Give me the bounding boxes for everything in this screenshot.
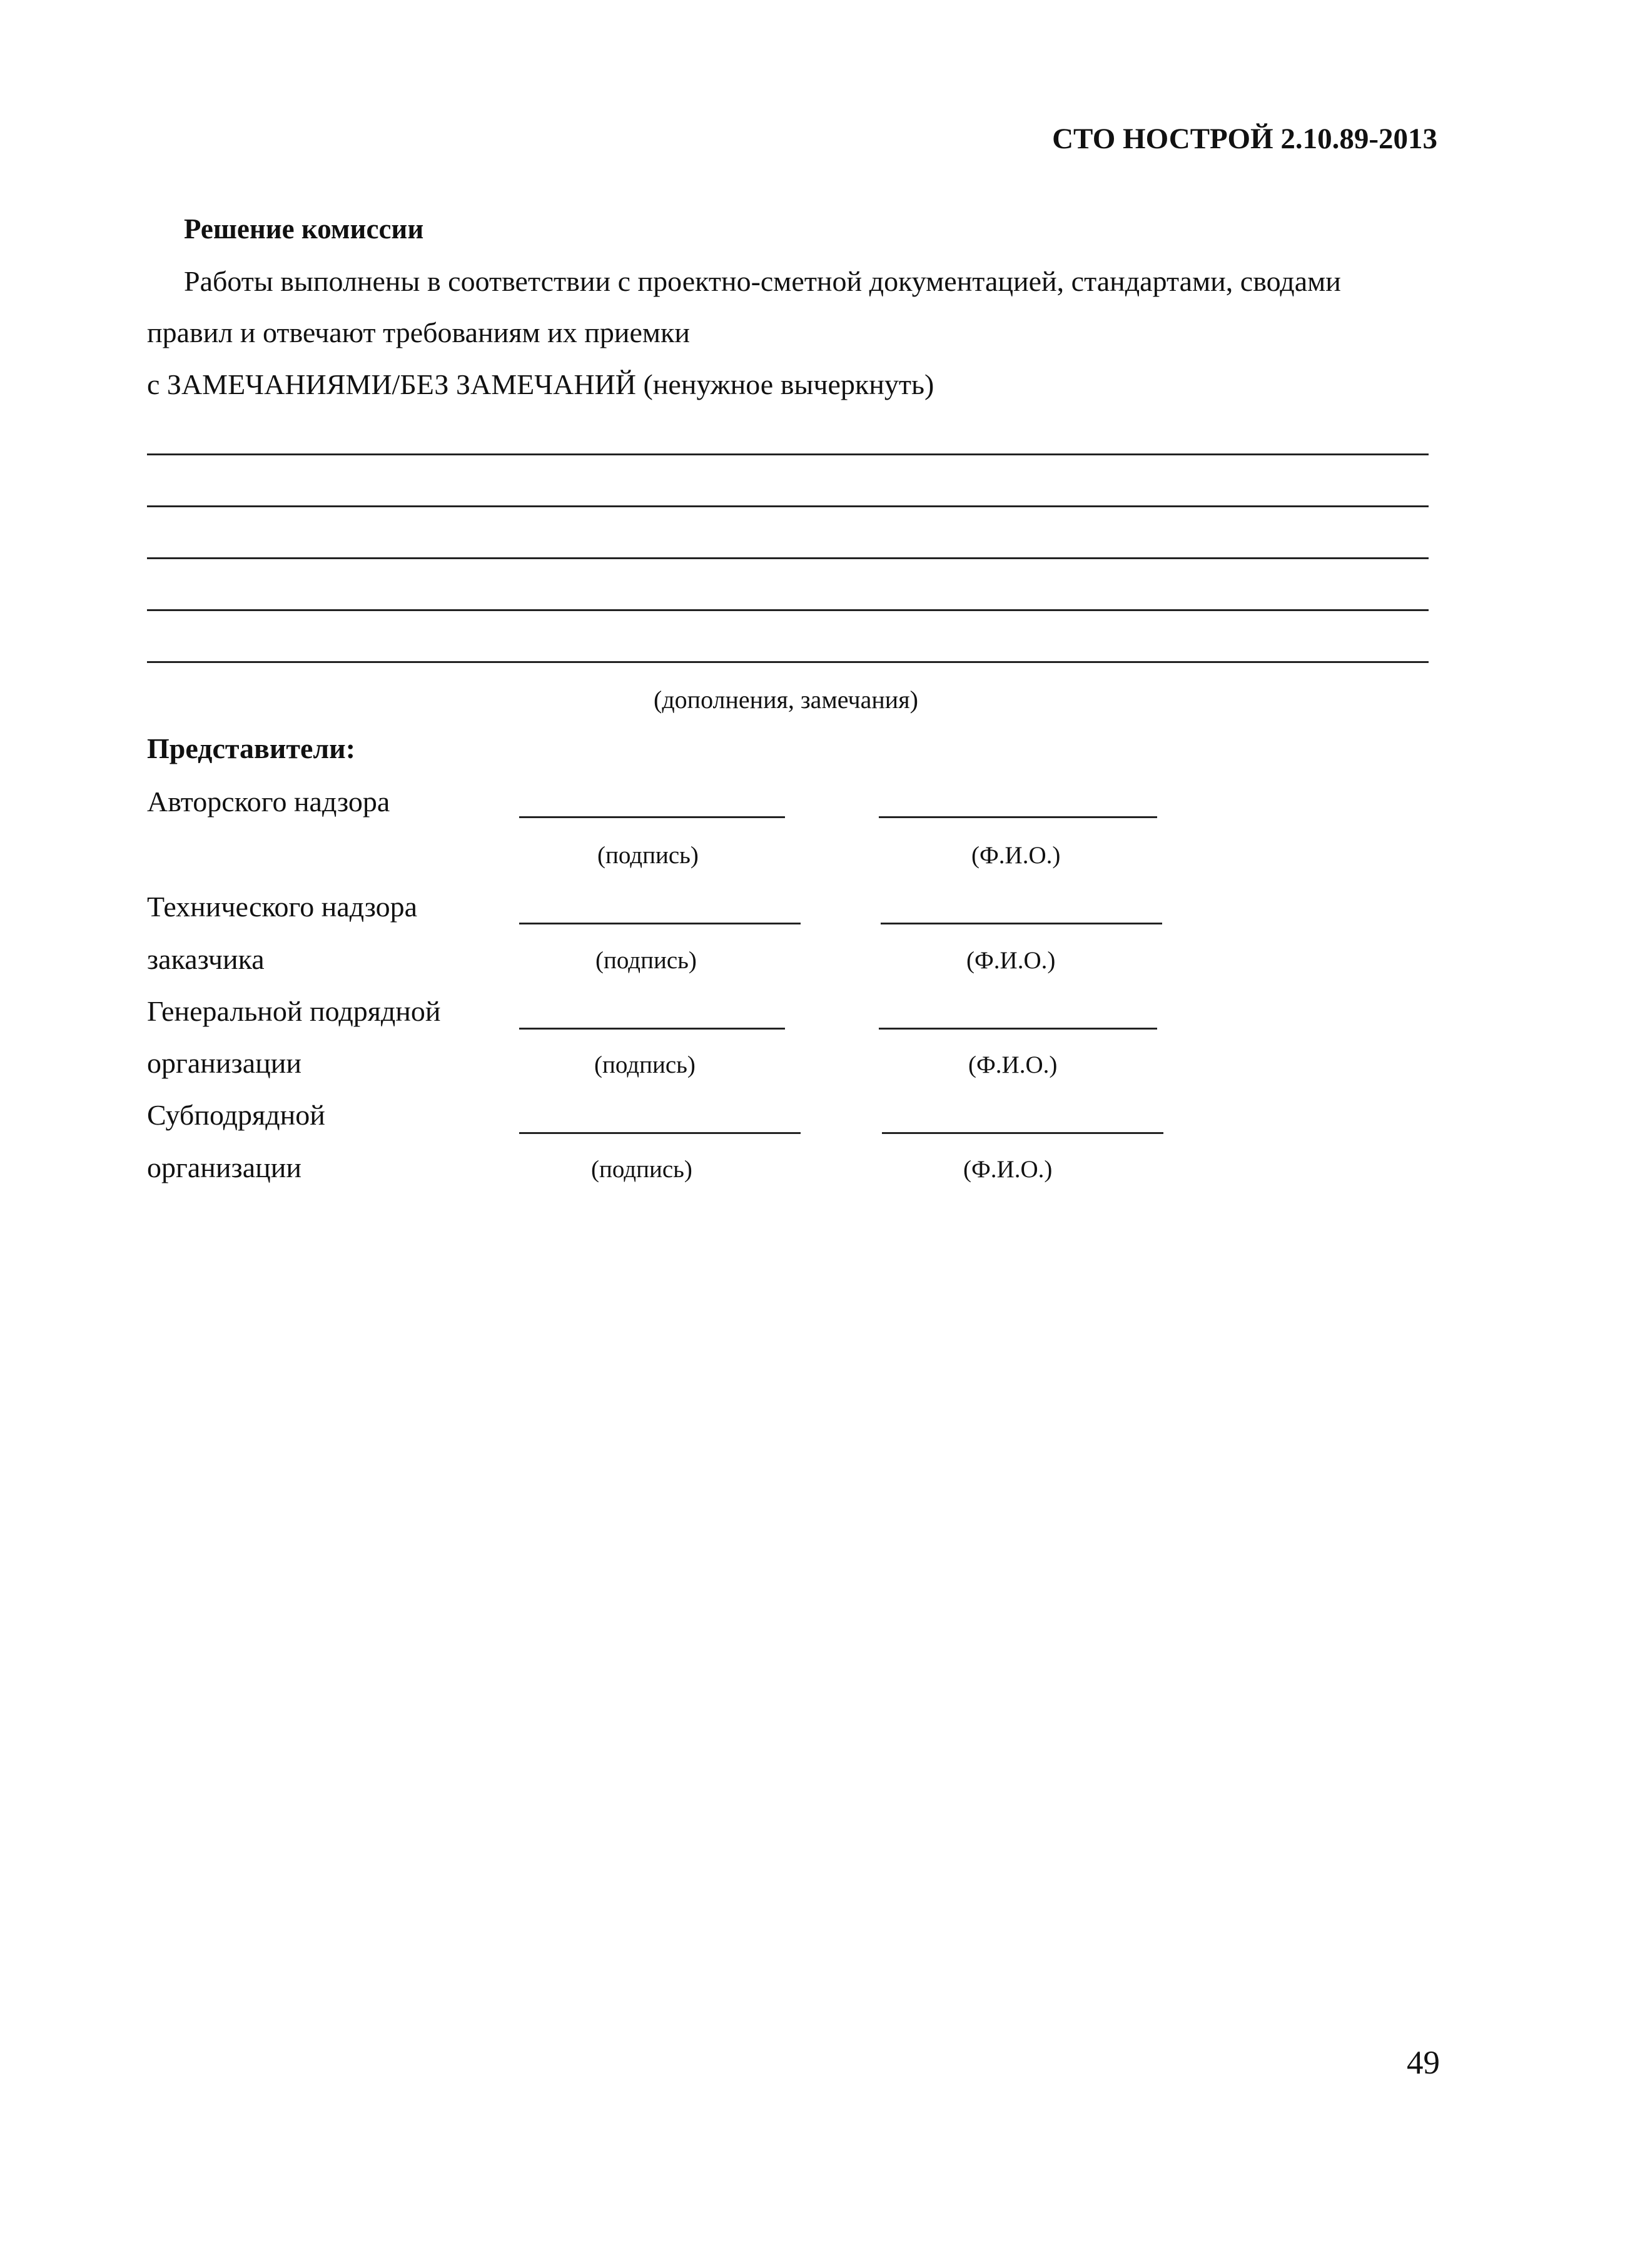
signature-caption: (подпись) (595, 947, 697, 974)
representative-label: Генеральной подрядной (147, 995, 441, 1027)
name-caption: (Ф.И.О.) (971, 842, 1061, 869)
signature-caption: (подпись) (597, 842, 699, 869)
representative-label: организации (147, 1047, 301, 1079)
decision-text-line-3: с ЗАМЕЧАНИЯМИ/БЕЗ ЗАМЕЧАНИЙ (ненужное вычеркнуть) (147, 368, 934, 400)
representative-label: Авторского надзора (147, 786, 390, 818)
representative-label: организации (147, 1152, 301, 1183)
commission-decision-title: Решение комиссии (184, 213, 424, 245)
document-code: СТО НОСТРОЙ 2.10.89-2013 (1052, 123, 1437, 155)
remarks-line[interactable] (147, 609, 1429, 611)
page-number: 49 (1407, 2045, 1440, 2081)
signature-line[interactable] (519, 1028, 785, 1030)
remarks-line[interactable] (147, 505, 1429, 507)
name-line[interactable] (879, 1028, 1157, 1030)
representative-label: Технического надзора (147, 891, 418, 923)
remarks-line[interactable] (147, 661, 1429, 663)
remarks-line[interactable] (147, 557, 1429, 559)
signature-caption: (подпись) (591, 1156, 692, 1183)
name-caption: (Ф.И.О.) (966, 947, 1056, 974)
decision-text-line-1: Работы выполнены в соответствии с проектно-сметной документацией, стандартами, сводами (184, 265, 1341, 297)
signature-line[interactable] (519, 816, 785, 818)
name-line[interactable] (881, 923, 1162, 924)
representative-label: заказчика (147, 943, 265, 975)
representative-label: Субподрядной (147, 1099, 325, 1131)
name-caption: (Ф.И.О.) (963, 1156, 1053, 1183)
name-line[interactable] (882, 1132, 1163, 1134)
remarks-caption: (дополнения, замечания) (654, 686, 918, 714)
signature-caption: (подпись) (594, 1051, 696, 1078)
name-line[interactable] (879, 816, 1157, 818)
decision-text-line-2: правил и отвечают требованиям их приемки (147, 316, 690, 348)
representatives-heading: Представители: (147, 732, 356, 764)
remarks-line[interactable] (147, 453, 1429, 455)
name-caption: (Ф.И.О.) (968, 1051, 1058, 1078)
signature-line[interactable] (519, 1132, 801, 1134)
signature-line[interactable] (519, 923, 801, 924)
